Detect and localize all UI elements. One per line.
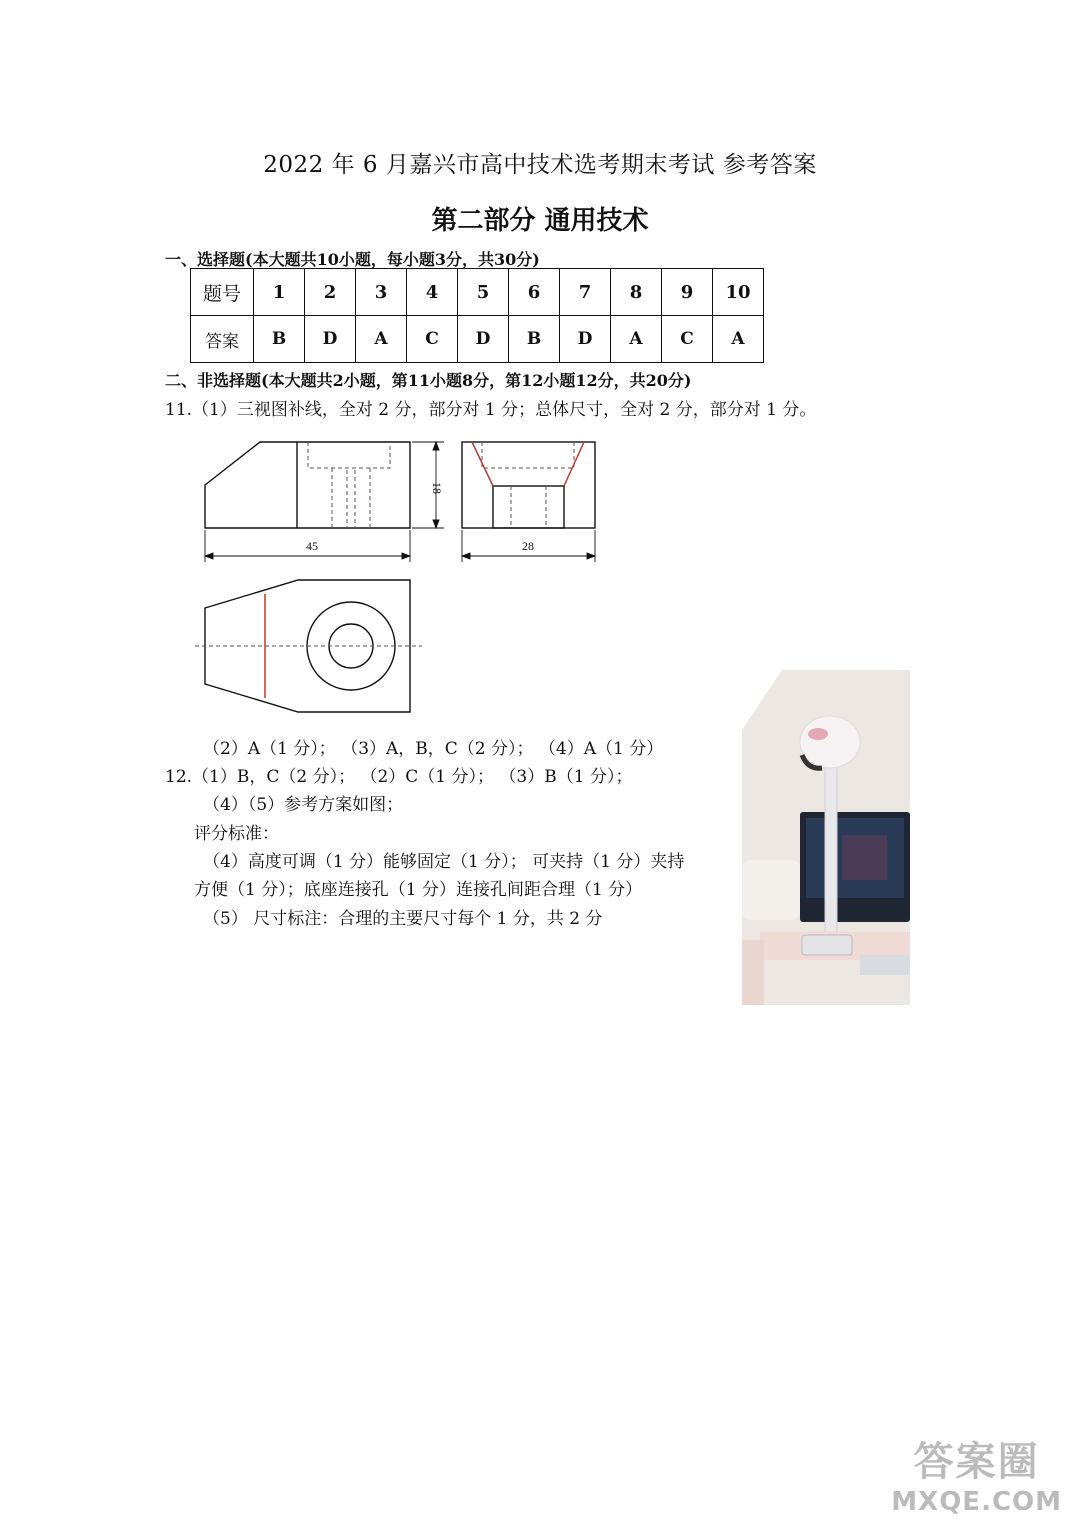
question-number: 3 — [356, 269, 407, 316]
holder-clamp — [802, 935, 852, 955]
monitor-screen-image — [842, 835, 887, 880]
question-number: 9 — [662, 269, 713, 316]
watermark-logo-text: 答案圈 — [913, 1439, 1040, 1485]
answer-cell: A — [713, 316, 764, 363]
watermark-url: MXQE.COM — [891, 1487, 1062, 1517]
question-number: 5 — [458, 269, 509, 316]
q12-line6: （5） 尺寸标注：合理的主要尺寸每个 1 分，共 2 分 — [203, 909, 603, 929]
question-number: 2 — [305, 269, 356, 316]
q12-line2: （4）（5）参考方案如图； — [203, 795, 404, 815]
section1-heading: 一、选择题(本大题共10小题，每小题3分，共30分) — [165, 250, 540, 269]
q11-line2: （2）A（1 分）； （3）A，B，C（2 分）； （4）A（1 分） — [203, 739, 664, 759]
side-view-added-line-right — [564, 442, 584, 486]
desk-leg — [742, 940, 764, 1005]
section2-heading: 二、非选择题(本大题共2小题，第11小题8分，第12小题12分，共20分) — [165, 371, 692, 390]
dim-label-width-side: 28 — [522, 539, 534, 553]
reference-solution-photo — [742, 670, 910, 1005]
answer-cell: B — [254, 316, 305, 363]
answer-cell: D — [458, 316, 509, 363]
question-number: 1 — [254, 269, 305, 316]
answer-table — [190, 268, 764, 363]
dim-label-height: 18 — [430, 482, 444, 494]
answer-cell: C — [662, 316, 713, 363]
side-view-inner-block — [493, 486, 564, 528]
watermark — [891, 1430, 1062, 1517]
document-title: 2022 年 6 月嘉兴市高中技术选考期末考试 参考答案 — [263, 152, 817, 178]
front-view-hidden-line — [308, 442, 390, 468]
holder-head-decor — [808, 728, 828, 740]
side-view-outline — [462, 442, 595, 528]
answer-table-answer-row — [191, 316, 764, 363]
q11-line1: 11.（1）三视图补线，全对 2 分，部分对 1 分；总体尺寸，全对 2 分，部分对 1 分。 — [165, 400, 817, 420]
dim-label-width-front: 45 — [306, 539, 318, 553]
question-number: 10 — [713, 269, 764, 316]
answer-cell: C — [407, 316, 458, 363]
side-view-hidden-line — [482, 442, 574, 468]
answer-cell: D — [560, 316, 611, 363]
q12-line5: 方便（1 分）；底座连接孔（1 分）连接孔间距合理（1 分） — [194, 880, 643, 900]
answer-table-number-row — [191, 269, 764, 316]
answer-cell: A — [611, 316, 662, 363]
three-view-drawing — [190, 430, 620, 730]
q12-line4: （4）高度可调（1 分）能够固定（1 分）； 可夹持（1 分）夹持 — [203, 852, 685, 872]
answer-cell: D — [305, 316, 356, 363]
question-number: 7 — [560, 269, 611, 316]
q12-line1: 12.（1）B，C（2 分）； （2）C（1 分）； （3）B（1 分）； — [165, 767, 633, 787]
question-number: 4 — [407, 269, 458, 316]
front-view-outline — [205, 442, 410, 528]
keyboard — [860, 955, 910, 975]
answer-cell: A — [356, 316, 407, 363]
number-row-label: 题号 — [191, 269, 254, 316]
part-title: 第二部分 通用技术 — [431, 206, 649, 236]
side-view-added-line-left — [472, 442, 493, 486]
q12-line3: 评分标准： — [194, 824, 279, 844]
answer-row-label: 答案 — [191, 316, 254, 363]
chair — [742, 860, 800, 920]
holder-head — [800, 716, 860, 768]
question-number: 8 — [611, 269, 662, 316]
answer-cell: B — [509, 316, 560, 363]
question-number: 6 — [509, 269, 560, 316]
